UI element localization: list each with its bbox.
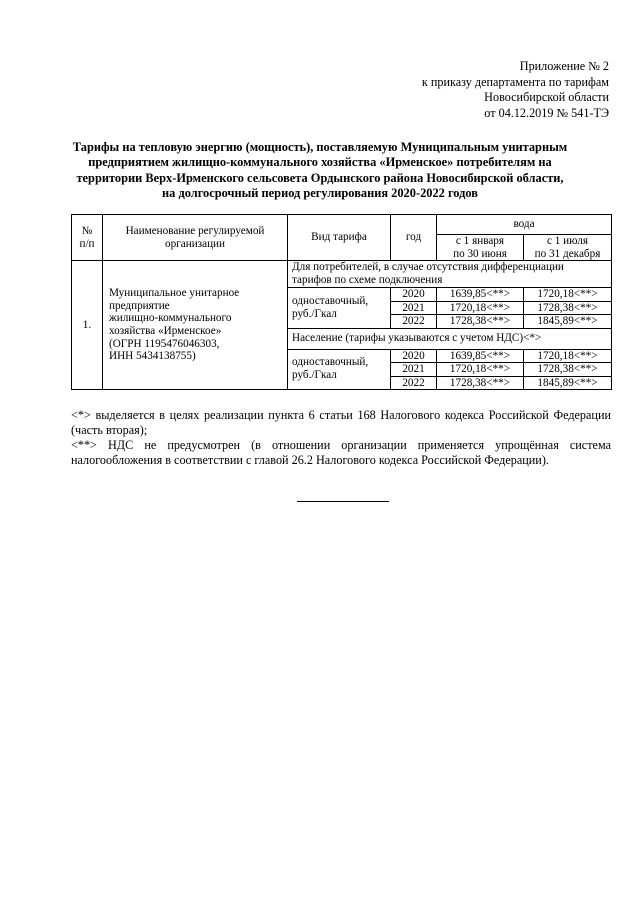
year-cell: 2022 [391, 315, 437, 329]
table-header-row [72, 215, 612, 235]
footnotes [71, 408, 611, 468]
footnote-vat-included: <*> выделяется в целях реализации пункта 6 статьи 168 Налогового кодекса Российской Федерации (часть вторая); [71, 408, 611, 437]
header-number: № п/п [72, 215, 103, 261]
tariff-value-h1: 1728,38<**> [437, 376, 524, 390]
footnote-vat-not-applied: <**> НДС не предусмотрен (в отношении организации применяется упрощённая система налогообложения в соответствии с главой 26.2 Налогового кодекса Российской Федерации). [71, 438, 611, 467]
tariff-value-h2: 1720,18<**> [524, 349, 612, 363]
title-line: территории Верх-Ирменского сельсовета Ордынского района Новосибирской области, [76, 170, 564, 185]
document-title [70, 140, 570, 201]
tariffs-table [71, 214, 612, 390]
table-row [72, 261, 612, 288]
tariff-value-h2: 1728,38<**> [524, 301, 612, 315]
title-line: предприятием жилищно-коммунального хозяйства «Ирменское» потребителям на [88, 155, 552, 170]
tariff-value-h1: 1728,38<**> [437, 315, 524, 329]
appendix-line: Новосибирской области [484, 90, 609, 104]
year-cell: 2021 [391, 363, 437, 377]
organization-name: Муниципальное унитарное предприятие жилищно-коммунального хозяйства «Ирменское» (ОГРН 1195476046303, ИНН 5434138755) [103, 261, 288, 390]
row-number: 1. [72, 261, 103, 390]
year-cell: 2020 [391, 349, 437, 363]
tariff-value-h2: 1845,89<**> [524, 376, 612, 390]
title-line: Тарифы на тепловую энергию (мощность), поставляемую Муниципальным унитарным [72, 140, 568, 154]
tariff-value-h2: 1720,18<**> [524, 288, 612, 302]
tariff-type-cell: одноставочный, руб./Гкал [288, 288, 391, 329]
appendix-line: к приказу департамента по тарифам [421, 74, 609, 89]
appendix-line: Приложение № 2 [519, 59, 609, 73]
tariff-value-h1: 1639,85<**> [437, 349, 524, 363]
header-period-2: с 1 июля по 31 декабря [524, 235, 612, 261]
consumer-group-title: Для потребителей, в случае отсутствия дифференциации тарифов по схеме подключения [288, 261, 612, 288]
header-year: год [391, 215, 437, 261]
tariff-value-h1: 1720,18<**> [437, 301, 524, 315]
year-cell: 2022 [391, 376, 437, 390]
appendix-line: от 04.12.2019 № 541-ТЭ [484, 105, 609, 120]
year-cell: 2021 [391, 301, 437, 315]
tariff-value-h1: 1639,85<**> [437, 288, 524, 302]
end-separator-line [297, 501, 389, 502]
consumer-group-title: Население (тарифы указываются с учетом НДС)<*> [288, 328, 612, 349]
header-period-1: с 1 января по 30 июня [437, 235, 524, 261]
header-organization: Наименование регулируемой организации [103, 215, 288, 261]
tariff-value-h2: 1845,89<**> [524, 315, 612, 329]
tariff-type-cell: одноставочный, руб./Гкал [288, 349, 391, 390]
tariff-value-h1: 1720,18<**> [437, 363, 524, 377]
appendix-header [422, 59, 609, 121]
header-water: вода [437, 215, 612, 235]
year-cell: 2020 [391, 288, 437, 302]
title-line: на долгосрочный период регулирования 2020-2022 годов [162, 185, 478, 200]
header-tariff-type: Вид тарифа [288, 215, 391, 261]
tariff-value-h2: 1728,38<**> [524, 363, 612, 377]
